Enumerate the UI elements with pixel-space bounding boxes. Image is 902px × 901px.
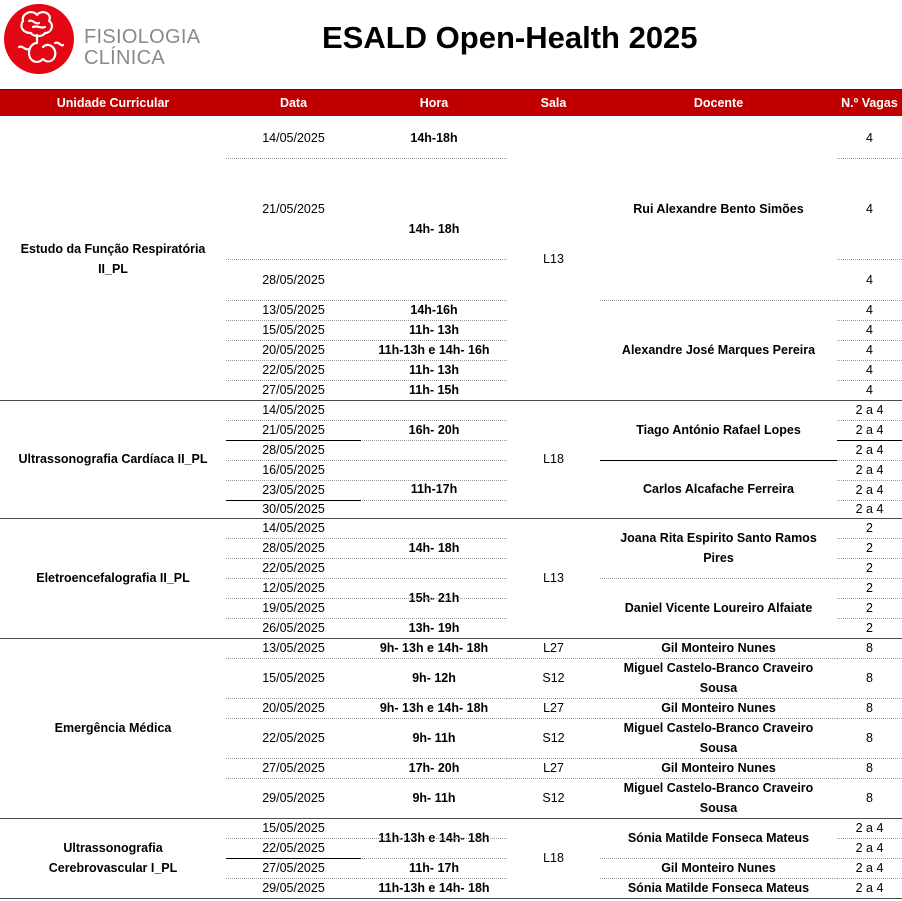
vagas-cell: 8 [866, 671, 873, 685]
docente-cell: Gil Monteiro Nunes [661, 761, 776, 775]
vagas-cell: 2 [866, 561, 873, 575]
docente-cell: Miguel Castelo-Branco Craveiro Sousa [623, 721, 814, 755]
hora-cell: 9h- 11h [412, 731, 456, 745]
row-separator [837, 578, 902, 579]
hora-cell: 16h- 20h [408, 423, 460, 437]
row-separator [226, 340, 507, 341]
vagas-cell: 4 [866, 272, 873, 287]
row-separator [837, 658, 902, 659]
row-separator [226, 718, 507, 719]
row-separator [226, 440, 361, 441]
date-cell: 27/05/2025 [262, 383, 325, 397]
vagas-cell: 2 [866, 521, 873, 535]
row-separator [600, 878, 837, 879]
logo-line-2: CLÍNICA [84, 47, 166, 69]
row-separator [837, 698, 902, 699]
unidade-curricular-cell: Eletroencefalografia II_PL [36, 571, 190, 585]
docente-cell: Gil Monteiro Nunes [661, 641, 776, 655]
date-cell: 15/05/2025 [262, 323, 325, 337]
fisiologia-clinica-logo-icon [3, 3, 75, 75]
hora-cell: 11h- 13h [408, 363, 460, 377]
date-cell: 12/05/2025 [262, 581, 325, 595]
row-separator [226, 858, 361, 859]
row-separator [226, 878, 507, 879]
docente-cell: Rui Alexandre Bento Simões [633, 202, 804, 216]
row-separator [837, 500, 902, 501]
vagas-cell: 8 [866, 701, 873, 715]
row-separator [837, 858, 902, 859]
date-cell: 21/05/2025 [262, 201, 325, 216]
unidade-curricular-cell: Emergência Médica [54, 721, 172, 735]
row-separator [600, 778, 837, 779]
date-cell: 14/05/2025 [262, 521, 325, 535]
vagas-cell: 4 [866, 131, 873, 145]
vagas-cell: 8 [866, 641, 873, 655]
date-cell: 15/05/2025 [262, 671, 325, 685]
row-separator [507, 658, 600, 659]
sala-cell: L13 [543, 571, 564, 585]
row-separator [226, 300, 507, 301]
vagas-cell: 4 [866, 323, 873, 337]
row-separator [837, 360, 902, 361]
hora-cell: 11h-13h e 14h- 18h [378, 831, 490, 845]
row-separator [837, 380, 902, 381]
row-separator [226, 558, 507, 559]
vagas-cell: 4 [866, 383, 873, 397]
sala-cell: S12 [542, 671, 565, 685]
hora-cell: 11h- 17h [408, 861, 460, 875]
hora-cell: 14h- 18h [408, 222, 460, 236]
hora-cell: 9h- 11h [412, 791, 456, 805]
row-separator [837, 758, 902, 759]
col-header-sala: Sala [540, 96, 567, 110]
vagas-cell: 4 [866, 303, 873, 317]
sala-cell: L27 [543, 641, 564, 655]
row-separator [507, 698, 600, 699]
hora-cell: 14h-16h [410, 303, 458, 317]
docente-cell: Gil Monteiro Nunes [661, 861, 776, 875]
row-separator [226, 598, 507, 599]
row-separator [837, 778, 902, 779]
docente-cell: Gil Monteiro Nunes [661, 701, 776, 715]
vagas-cell: 8 [866, 791, 873, 805]
row-separator [837, 420, 902, 421]
vagas-cell: 2 a 4 [855, 502, 884, 516]
row-separator [226, 360, 507, 361]
docente-cell: Tiago António Rafael Lopes [636, 423, 801, 437]
row-separator [226, 420, 507, 421]
date-cell: 22/05/2025 [262, 561, 325, 575]
group-separator [0, 518, 902, 519]
row-separator [226, 460, 507, 461]
vagas-cell: 2 a 4 [855, 881, 884, 895]
row-separator [507, 758, 600, 759]
row-separator [837, 480, 902, 481]
date-cell: 19/05/2025 [262, 601, 325, 615]
hora-cell: 11h- 13h [408, 323, 460, 337]
sala-cell: L27 [543, 701, 564, 715]
logo-wordmark [84, 27, 200, 69]
table-header [0, 89, 902, 116]
row-separator [226, 259, 507, 260]
row-separator [600, 858, 837, 859]
hora-cell: 17h- 20h [408, 761, 460, 775]
hora-cell: 11h- 15h [408, 383, 460, 397]
row-separator [600, 460, 837, 461]
vagas-cell: 2 a 4 [855, 443, 884, 457]
date-cell: 13/05/2025 [262, 303, 325, 317]
date-cell: 28/05/2025 [262, 272, 325, 287]
page-title: ESALD Open-Health 2025 [322, 20, 698, 55]
vagas-cell: 4 [866, 343, 873, 357]
date-cell: 22/05/2025 [262, 841, 325, 855]
row-separator [837, 878, 902, 879]
row-separator [837, 618, 902, 619]
row-separator [226, 778, 507, 779]
row-separator [226, 158, 507, 159]
date-cell: 27/05/2025 [262, 761, 325, 775]
hora-cell: 11h-17h [410, 482, 458, 496]
logo-line-1: FISIOLOGIA [84, 26, 201, 48]
row-separator [226, 698, 507, 699]
row-separator [837, 300, 902, 301]
sala-cell: L18 [543, 851, 564, 865]
docente-cell: Miguel Castelo-Branco Craveiro Sousa [623, 781, 814, 815]
sala-cell: L27 [543, 761, 564, 775]
date-cell: 30/05/2025 [262, 502, 325, 516]
docente-cell: Miguel Castelo-Branco Craveiro Sousa [623, 661, 814, 695]
docente-cell: Carlos Alcafache Ferreira [642, 482, 794, 496]
col-header-data: Data [279, 96, 308, 110]
vagas-cell: 4 [866, 201, 873, 216]
date-cell: 13/05/2025 [262, 641, 325, 655]
group-separator [0, 818, 902, 819]
docente-cell: Sónia Matilde Fonseca Mateus [627, 831, 810, 845]
date-cell: 14/05/2025 [262, 131, 325, 145]
row-separator [226, 480, 507, 481]
vagas-cell: 2 [866, 581, 873, 595]
row-separator [837, 158, 902, 159]
date-cell: 20/05/2025 [262, 343, 325, 357]
hora-cell: 14h- 18h [408, 541, 460, 555]
row-separator [226, 658, 507, 659]
row-separator [226, 758, 507, 759]
row-separator [600, 718, 837, 719]
docente-cell: Daniel Vicente Loureiro Alfaiate [624, 601, 813, 615]
date-cell: 28/05/2025 [262, 443, 325, 457]
docente-cell: Joana Rita Espirito Santo Ramos Pires [620, 531, 817, 565]
unidade-curricular-cell: Estudo da Função Respiratória II_PL [20, 242, 206, 276]
row-separator [837, 558, 902, 559]
vagas-cell: 2 a 4 [855, 821, 884, 835]
date-cell: 14/05/2025 [262, 403, 325, 417]
hora-cell: 9h- 13h e 14h- 18h [379, 701, 489, 715]
date-cell: 15/05/2025 [262, 821, 325, 835]
date-cell: 22/05/2025 [262, 363, 325, 377]
col-header-docente: Docente [693, 96, 744, 110]
vagas-cell: 8 [866, 761, 873, 775]
row-separator [226, 320, 507, 321]
row-separator [600, 698, 837, 699]
hora-cell: 14h-18h [410, 131, 458, 145]
row-separator [837, 259, 902, 260]
row-separator [837, 838, 902, 839]
group-separator [0, 638, 902, 639]
vagas-cell: 2 [866, 601, 873, 615]
unidade-curricular-cell: Ultrassonografia Cardíaca II_PL [18, 452, 208, 466]
col-header-unidade: Unidade Curricular [56, 96, 170, 110]
row-separator [837, 320, 902, 321]
row-separator [226, 538, 507, 539]
row-separator [226, 838, 507, 839]
vagas-cell: 2 [866, 621, 873, 635]
sala-cell: L13 [543, 252, 564, 266]
hora-cell: 13h- 19h [408, 621, 460, 635]
row-separator [600, 658, 837, 659]
hora-cell: 11h-13h e 14h- 16h [378, 343, 490, 357]
group-separator [0, 400, 902, 401]
vagas-cell: 2 a 4 [855, 483, 884, 497]
hora-cell: 9h- 12h [412, 671, 456, 685]
date-cell: 27/05/2025 [262, 861, 325, 875]
docente-cell: Alexandre José Marques Pereira [621, 343, 816, 357]
sala-cell: S12 [542, 791, 565, 805]
row-separator [837, 718, 902, 719]
date-cell: 22/05/2025 [262, 731, 325, 745]
row-separator [600, 578, 837, 579]
vagas-cell: 2 a 4 [855, 423, 884, 437]
vagas-cell: 2 a 4 [855, 463, 884, 477]
vagas-cell: 2 [866, 541, 873, 555]
col-header-hora: Hora [419, 96, 449, 110]
row-separator [837, 460, 902, 461]
row-separator [600, 300, 837, 301]
date-cell: 29/05/2025 [262, 881, 325, 895]
hora-cell: 9h- 13h e 14h- 18h [379, 641, 489, 655]
date-cell: 16/05/2025 [262, 463, 325, 477]
vagas-cell: 2 a 4 [855, 861, 884, 875]
row-separator [507, 718, 600, 719]
row-separator [837, 440, 902, 441]
vagas-cell: 2 a 4 [855, 403, 884, 417]
date-cell: 28/05/2025 [262, 541, 325, 555]
unidade-curricular-cell: Ultrassonografia Cerebrovascular I_PL [48, 841, 178, 875]
col-header-vagas: N.º Vagas [841, 96, 898, 110]
row-separator [226, 618, 507, 619]
table-bottom-border [0, 898, 902, 899]
vagas-cell: 8 [866, 731, 873, 745]
vagas-cell: 2 a 4 [855, 841, 884, 855]
row-separator [600, 758, 837, 759]
row-separator [837, 598, 902, 599]
hora-cell: 11h-13h e 14h- 18h [378, 881, 490, 895]
row-separator [226, 380, 507, 381]
row-separator [837, 538, 902, 539]
date-cell: 23/05/2025 [262, 483, 325, 497]
row-separator [507, 778, 600, 779]
date-cell: 21/05/2025 [262, 423, 325, 437]
date-cell: 20/05/2025 [262, 701, 325, 715]
sala-cell: L18 [543, 452, 564, 466]
sala-cell: S12 [542, 731, 565, 745]
vagas-cell: 4 [866, 363, 873, 377]
row-separator [837, 340, 902, 341]
hora-cell: 15h- 21h [408, 591, 460, 605]
date-cell: 29/05/2025 [262, 791, 325, 805]
row-separator [226, 578, 507, 579]
row-separator [226, 500, 361, 501]
date-cell: 26/05/2025 [262, 621, 325, 635]
docente-cell: Sónia Matilde Fonseca Mateus [627, 881, 810, 895]
